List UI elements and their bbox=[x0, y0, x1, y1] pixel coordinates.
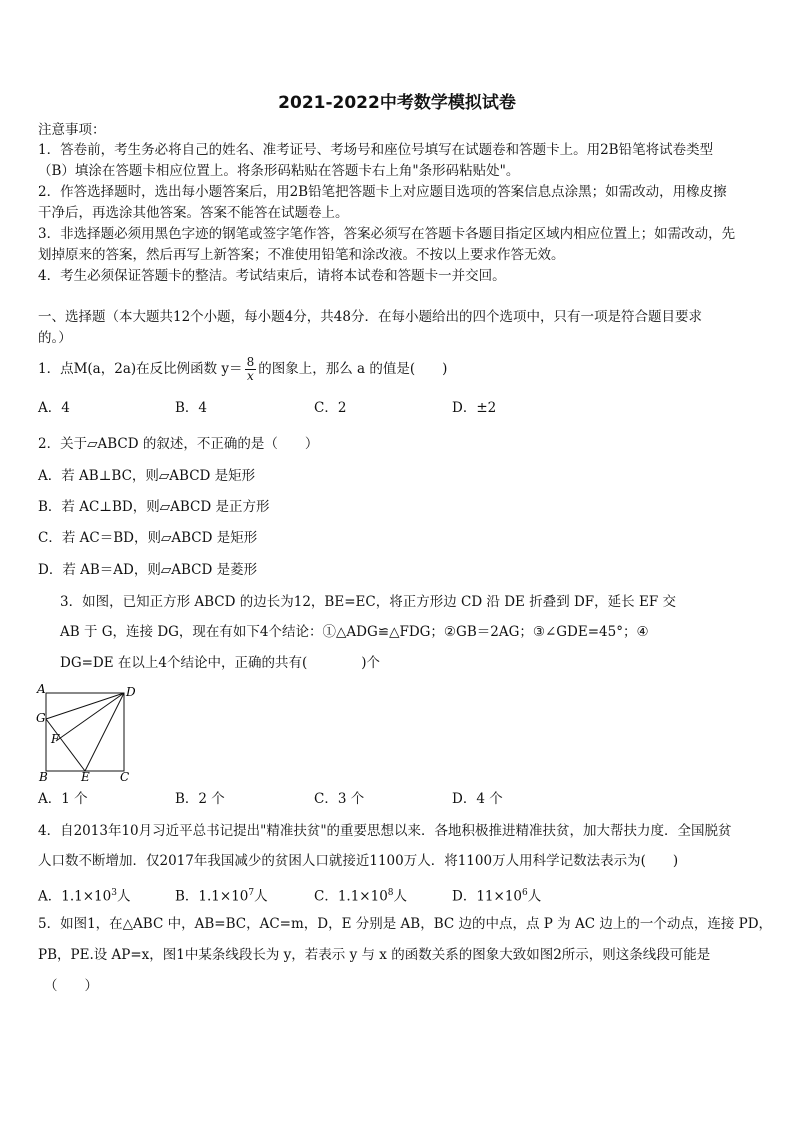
q4-option-a-exp: 3 bbox=[111, 888, 117, 898]
notice-line: 4．考生必须保证答题卡的整洁。考试结束后，请将本试卷和答题卡一并交回。 bbox=[38, 268, 506, 284]
square-fold-figure bbox=[34, 684, 146, 782]
q4-option-c bbox=[314, 883, 407, 907]
q4-option-d-exp: 6 bbox=[522, 888, 528, 898]
label-d: D bbox=[126, 685, 136, 699]
section-heading: 一、选择题（本大题共12个小题，每小题4分，共48分．在每小题给出的四个选项中，只有一项是符合题目要求 bbox=[38, 309, 702, 325]
notice-heading: 注意事项： bbox=[38, 122, 106, 138]
question-3-line3: DG=DE 在以上4个结论中，正确的共有( )个 bbox=[60, 655, 381, 671]
label-f: F bbox=[51, 732, 60, 746]
q4-option-c-unit: 人 bbox=[393, 888, 408, 905]
q4-option-c-base: C．1.1×10 bbox=[314, 888, 388, 905]
question-5-line1: 5．如图1，在△ABC 中，AB=BC，AC=m，D，E 分别是 AB，BC 边的中点，点 P 为 AC 边上的一个动点，连接 PD， bbox=[38, 916, 773, 932]
label-b: B bbox=[39, 770, 48, 782]
label-c: C bbox=[120, 770, 130, 782]
q4-option-d-base: D．11×10 bbox=[452, 888, 522, 905]
question-5-line2: PB，PE.设 AP=x，图1中某条线段长为 y，若表示 y 与 x 的函数关系的图象大致如图2所示，则这条线段可能是 bbox=[38, 947, 711, 963]
q4-option-d bbox=[452, 883, 541, 907]
q1-fraction-numerator: 8 bbox=[246, 355, 255, 369]
section-heading-cont: 的。） bbox=[38, 330, 72, 346]
notice-line: 干净后，再选涂其他答案。答案不能答在试题卷上。 bbox=[38, 205, 349, 221]
q3-option-b: B．2 个 bbox=[175, 791, 225, 807]
segment-fd bbox=[56, 693, 124, 741]
page-title: 2021-2022中考数学模拟试卷 bbox=[278, 93, 516, 113]
q3-option-c: C．3 个 bbox=[314, 791, 365, 807]
q1-option-d: D．±2 bbox=[452, 400, 497, 416]
question-4-line2: 人口数不断增加．仅2017年我国减少的贫困人口就接近1100万人．将1100万人用科学记数法表示为( ) bbox=[38, 853, 679, 869]
label-e: E bbox=[81, 770, 90, 782]
segment-gd bbox=[46, 693, 124, 719]
notice-line: 3．非选择题必须用黑色字迹的钢笔或签字笔作答，答案必须写在答题卡各题目指定区域内相应位置上；如需改动，先 bbox=[38, 226, 736, 242]
q3-option-a: A．1 个 bbox=[38, 791, 88, 807]
question-4-line1: 4．自2013年10月习近平总书记提出"精准扶贫"的重要思想以来．各地积极推进精准扶贫，加大帮扶力度．全国脱贫 bbox=[38, 823, 732, 839]
notice-line: 1．答卷前，考生务必将自己的姓名、准考证号、考场号和座位号填写在试题卷和答题卡上。用2B铅笔将试卷类型 bbox=[38, 142, 714, 158]
notice-line: 2．作答选择题时，选出每小题答案后，用2B铅笔把答题卡上对应题目选项的答案信息点涂黑；如需改动，用橡皮擦 bbox=[38, 184, 727, 200]
q4-option-b-unit: 人 bbox=[254, 888, 268, 905]
q4-option-a-base: A．1.1×10 bbox=[38, 888, 112, 905]
q2-option-d: D．若 AB＝AD，则▱ABCD 是菱形 bbox=[38, 562, 258, 578]
q2-option-b: B．若 AC⊥BD，则▱ABCD 是正方形 bbox=[38, 499, 270, 515]
question-3-line1: 3．如图，已知正方形 ABCD 的边长为12，BE=EC，将正方形边 CD 沿 DE 折叠到 DF，延长 EF 交 bbox=[60, 594, 676, 610]
q2-option-c: C．若 AC＝BD，则▱ABCD 是矩形 bbox=[38, 530, 258, 546]
q3-option-d: D．4 个 bbox=[452, 791, 503, 807]
q4-option-a-unit: 人 bbox=[116, 888, 131, 905]
notice-line: 划掉原来的答案，然后再写上新答案；不准使用铅笔和涂改液。不按以上要求作答无效。 bbox=[38, 247, 565, 263]
label-a: A bbox=[37, 684, 46, 696]
q2-option-a: A．若 AB⊥BC，则▱ABCD 是矩形 bbox=[38, 468, 256, 484]
question-5-line3: （ ） bbox=[44, 978, 98, 994]
label-g: G bbox=[36, 711, 46, 725]
question-2-stem: 2．关于▱ABCD 的叙述，不正确的是（ ） bbox=[38, 436, 319, 452]
notice-line: （B）填涂在答题卡相应位置上。将条形码粘贴在答题卡右上角"条形码粘贴处"。 bbox=[38, 163, 520, 179]
question-3-line2: AB 于 G，连接 DG，现在有如下4个结论：①△ADG≌△FDG；②GB＝2AG；③∠GDE=45°；④ bbox=[60, 624, 649, 640]
q1-stem-post: 的图象上，那么 a 的值是( ) bbox=[258, 361, 448, 377]
q4-option-a bbox=[38, 883, 130, 907]
q1-fraction bbox=[245, 356, 257, 383]
q1-fraction-denominator: x bbox=[246, 369, 254, 383]
segment-ed bbox=[85, 693, 124, 771]
q4-option-b-exp: 7 bbox=[248, 888, 255, 898]
q4-option-b-base: B．1.1×10 bbox=[175, 888, 249, 905]
q4-option-c-exp: 8 bbox=[387, 888, 394, 898]
q1-stem-pre: 1．点M(a，2a)在反比例函数 y＝ bbox=[38, 361, 243, 377]
q1-option-a: A．4 bbox=[38, 400, 70, 416]
q4-option-b bbox=[175, 883, 268, 907]
q4-option-d-unit: 人 bbox=[527, 888, 542, 905]
q1-option-c: C．2 bbox=[314, 400, 347, 416]
question-1-stem bbox=[38, 356, 760, 383]
q1-option-b: B．4 bbox=[175, 400, 208, 416]
